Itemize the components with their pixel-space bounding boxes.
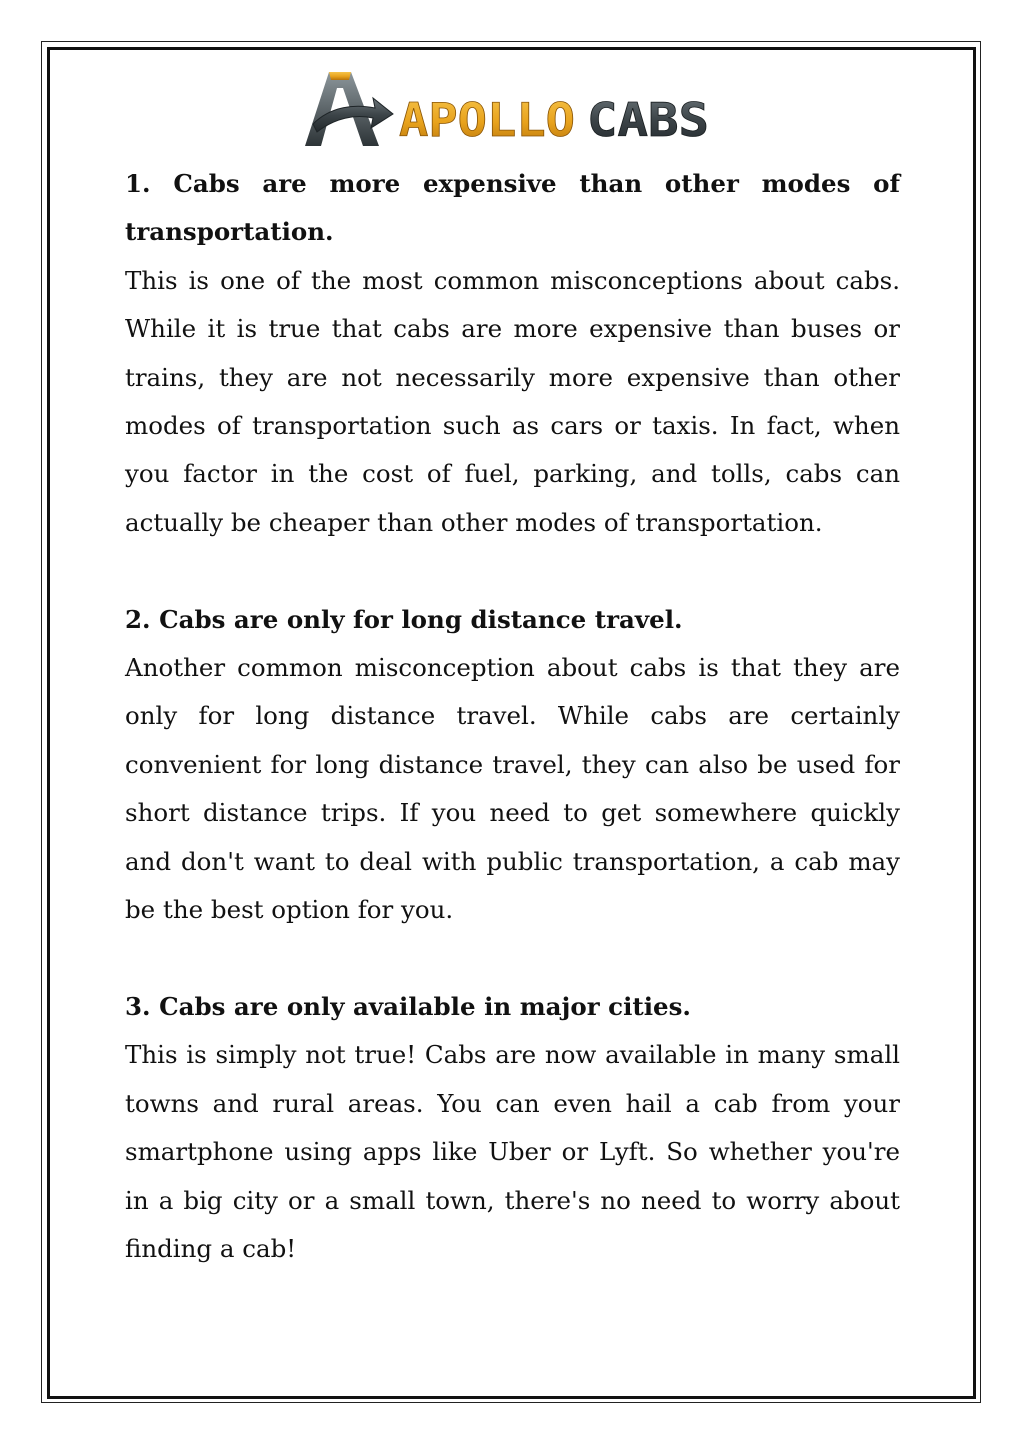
section-heading: 3. Cabs are only available in major cities. (125, 991, 691, 1021)
section-3 (125, 983, 900, 1273)
section-1 (125, 160, 900, 547)
section-heading: 2. Cabs are only for long distance travel. (125, 604, 683, 634)
section-2 (125, 596, 900, 935)
apollo-cabs-logo (303, 68, 723, 148)
section-body: This is one of the most common misconceptions about cabs. While it is true that cabs are more expensive than buses or trains, they are not necessarily more expensive than other modes of transportation such as cars or taxis. In fact, when you factor in the cost of fuel, parking, and tolls, cabs can actually be cheaper than other modes of transportation. (125, 265, 900, 537)
article-content (125, 160, 900, 1322)
section-body: Another common misconception about cabs is that they are only for long distance travel. While cabs are certainly convenient for long distance travel, they can also be used for short distance trips. If you need to get somewhere quickly and don't want to deal with public transportation, a cab may be the best option for you. (125, 653, 900, 925)
road-arrow-icon (305, 72, 393, 146)
section-body: This is simply not true! Cabs are now available in many small towns and rural areas. You can even hail a cab from your smartphone using apps like Uber or Lyft. So whether you're in a big city or a small town, there's no need to worry about finding a cab! (125, 1040, 900, 1263)
logo-word-cabs: CABS (587, 93, 709, 147)
section-heading: 1. Cabs are more expensive than other modes of transportation. (125, 169, 900, 247)
logo-word-apollo: APOLLO (399, 93, 575, 147)
